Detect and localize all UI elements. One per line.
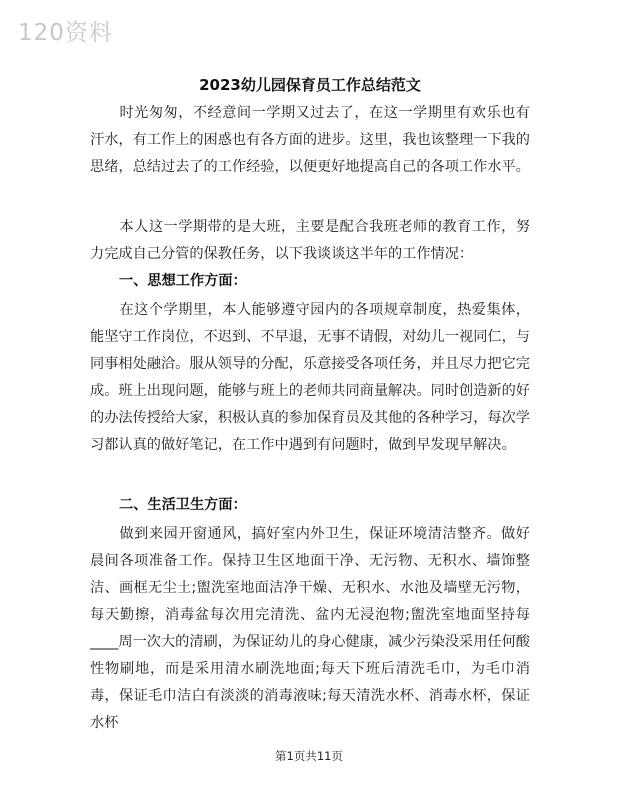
paragraph-text: 时光匆匆，不经意间一学期又过去了，在这一学期里有欢乐也有汗水，有工作上的困惑也有各方面的进步。这里，我也该整理一下我的思绪，总结过去了的工作经验，以便更好地提高自己的各项工作水平。	[90, 105, 530, 175]
paragraph-ideology	[90, 297, 530, 459]
paragraph-text: 做到来园开窗通风，搞好室内外卫生，保证环境清洁整齐。做好晨间各项准备工作。保持卫生区地面干净、无污物、无积水、墙饰整洁、画框无尘土;盥洗室地面洁净干燥、无积水、水池及墙壁无污物，每天勤擦，消毒盆每次用完清洗、盆内无浸泡物;盥洗室地面坚持每____周一次大的清刷，为保证幼儿的身心健康，减少污染没采用任何酸性物刷地，而是采用清水刷洗地面;每天下班后清洗毛巾，为毛巾消毒，保证毛巾洁白有淡淡的消毒液味;每天清洗水杯、消毒水杯，保证水杯	[90, 526, 530, 731]
paragraph-text: 在这个学期里，本人能够遵守园内的各项规章制度，热爱集体，能坚守工作岗位，不迟到、不早退，无事不请假，对幼儿一视同仁，与同事相处融洽。服从领导的分配，乐意接受各项任务，并且尽力把它完成。班上出现问题，能够与班上的老师共同商量解决。同时创造新的好的办法传授给大家，积极认真的参加保育员及其他的各种学习，每次学习都认真的做好笔记，在工作中遇到有问题时，做到早发现早解决。	[90, 302, 530, 453]
paragraph-intro	[90, 100, 530, 181]
paragraph-hygiene	[90, 521, 530, 737]
paragraph-text: 本人这一学期带的是大班，主要是配合我班老师的教育工作，努力完成自己分管的保教任务，以下我谈谈这半年的工作情况：	[90, 219, 530, 262]
section-heading-ideology: 一、思想工作方面：	[119, 273, 247, 289]
paragraph-overview	[90, 214, 530, 268]
watermark-logo: 120资料	[18, 20, 113, 46]
page-number-footer: 第1页共11页	[275, 749, 343, 763]
section-heading-hygiene: 二、生活卫生方面：	[119, 497, 247, 513]
document-title: 2023幼儿园保育员工作总结范文	[199, 76, 421, 94]
